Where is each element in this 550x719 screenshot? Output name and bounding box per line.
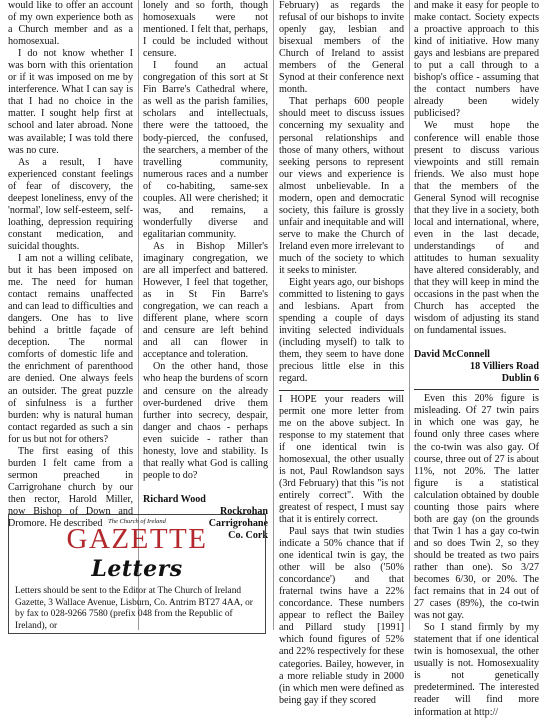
signature-address-line: 18 Villiers Road: [470, 361, 539, 373]
paragraph: The first easing of this burden I felt came from a sermon preached in Carrigrohane church by our then rector, Harold Miller, now Bishop of Down and Dromore. He described: [8, 445, 133, 530]
paragraph: That perhaps 600 people should meet to discuss issues concerning my sexuality and personal relationships and those of many others, without seeking persons to represent our views and experience is almost unbelievable. In a modern, open and democratic society, this failure is grossly unfair and inequitable and will serve to make the Church of Ireland even more irrelevant to much of the society to which it seeks to minister.: [279, 96, 404, 277]
paragraph: Even this 20% figure is misleading. Of 27 twin pairs in which one was gay, he found only three cases where the co-twin was also gay. Of course, three out of 27 is about 11%, not 20%. The latter figure is a statistical calculation obtained by double counting those pairs where both are gay (on the grounds that Twin 1 has a gay co-twin and so does Twin 2, so they should be treated as two pairs rather than one). So 3/27 becomes 6/30, or 20%. The fact remains that in 24 out of 27 cases (89%), the co-twin was not gay.: [414, 393, 539, 622]
gazette-submission-info: Letters should be sent to the Editor at The Church of Ireland Gazette, 3 Wallace Avenue, Lisburn, Co. Antrim BT27 4AA, or by fax to 028-9266 7580 (prefix 048 from the Republic of Ireland), or: [15, 586, 253, 631]
letter-column-4: [414, 0, 539, 719]
paragraph: February) as regards the refusal of our bishops to invite openly gay, lesbian and bisexual members of the Church of Ireland to assist members of the General Synod at their conference next month.: [279, 0, 404, 96]
paragraph: On the other hand, those who heap the burdens of scorn and censure on the already over-burdened drive them further into secrecy, despair, danger and chaos - perhaps even suicide - rather than honesty, love and stability. Is that really what God is calling people to do?: [143, 361, 268, 481]
paragraph: As in Bishop Miller's imaginary congregation, we are all imperfect and battered. However, I feel that together, as in St Fin Barre's congregation, we can reach a different plane, where scorn and censure are left behind and all can flower in acceptance and toleration.: [143, 240, 268, 361]
paragraph: So I stand firmly by my statement that if one identical twin is homosexual, the other usually is not. Homosexuality is not genetically predetermined. The interested reader will find more information at http://: [414, 622, 539, 718]
letter-column-1: [8, 0, 133, 530]
paragraph: Paul says that twin studies indicate a 50% chance that if one identical twin is gay, the other will be also ('50% concordance') and that fraternal twins have a 22% concordance. These numbers appear to reflect the Bailey and Pillard study [1991] which found figures of 52% and 22% respectively for these categories. Bailey, however, in a more reliable study in 2000 (in which men were defined as being gay if they scored: [279, 526, 404, 706]
signature-address-line: Rockrohan: [219, 505, 268, 517]
letter-divider: [414, 389, 539, 390]
column-divider: [273, 0, 274, 630]
paragraph: As a result, I have experienced constant feelings of fear of discovery, the deepest loneliness, envy of the 'normal', low self-esteem, self-loathing, depression requiring constant medication, and suicidal thoughts.: [8, 156, 133, 252]
signature-address-line: Dublin 6: [501, 373, 539, 385]
signature-address-line: Co. Cork: [228, 529, 268, 541]
gazette-masthead: GAZETTE: [66, 523, 208, 555]
paragraph: I HOPE your readers will permit one more letter from me on the above subject. In response to my statement that if one identical twin is homosexual, the other usually is not, Paul Rowlandson says (3rd February) that this "is not entirely correct". With the greatest of respect, I must say that it is entirely correct.: [279, 393, 404, 525]
paragraph: I found an actual congregation of this sort at St Fin Barre's Cathedral where, as well as the parish families, scholars and intellectuals, there were the tattooed, the body-pierced, the confused, the searchers, a member of the travelling community, numerous races and a number of co-habiting, same-sex couples. All were cherished; it was, and remains, a wonderfully diverse and egalitarian community.: [143, 60, 268, 240]
paragraph: lonely and so forth, though homosexuals were not mentioned. I felt that, perhaps, I could be included without censure.: [143, 0, 268, 60]
paragraph: We must hope the conference will enable those present to discuss various viewpoints and still remain friends. We also must hope that the members of the General Synod will recognise that they live in a society, both local and international, where, even in the last decade, understandings of and attitudes to human sexuality have altered considerably, and that they will keep in mind the occasions in the past when the Church has accepted the wisdom of adjusting its stand on fundamental issues.: [414, 120, 539, 337]
letter-column-3: [279, 0, 404, 707]
gazette-letters-heading: Letters: [91, 556, 183, 582]
paragraph: I do not know whether I was born with this orientation or if it was imposed on me by interference. What I can say is that I had no choice in the matter. I sought help first at school and later abroad. None was available; I was told there was no cure.: [8, 48, 133, 156]
signature-address-line: Carrigrohane: [208, 517, 268, 529]
letter-signature: [414, 349, 539, 385]
paragraph: I am not a willing celibate, but it has been imposed on me. The need for human contact remains unaffected and can lead to difficulties and dangers. One has to live behind a brittle façade of deception. The normal comforts of domestic life and the enrichment of parenthood are denied. One always feels an outsider. The great puzzle of sinfulness is a further burden: why is natural human contact regarded as such a sin for us but not for others?: [8, 252, 133, 445]
paragraph: and make it easy for people to make contact. Society expects a proactive approach to this kind of initiative. How many gays and lesbians are prepared to put a call through to a bishop's office - assuming that the contact numbers have already been widely publicised?: [414, 0, 539, 120]
gazette-letters-box: [8, 514, 266, 634]
signature-name: David McConnell: [414, 349, 490, 361]
letter-divider: [279, 390, 404, 391]
gazette-supertitle: The Church of Ireland: [108, 518, 166, 525]
column-divider: [409, 0, 410, 630]
signature-name: Richard Wood: [143, 493, 206, 505]
paragraph: Eight years ago, our bishops committed to listening to gays and lesbians. Apart from spending a couple of days inviting selected individuals (including myself) to talk to them, they seem to have done precious little else in this regard.: [279, 277, 404, 385]
letter-column-2: [143, 0, 268, 542]
paragraph: would like to offer an account of my own experience both as a Church member and as a homosexual.: [8, 0, 133, 48]
